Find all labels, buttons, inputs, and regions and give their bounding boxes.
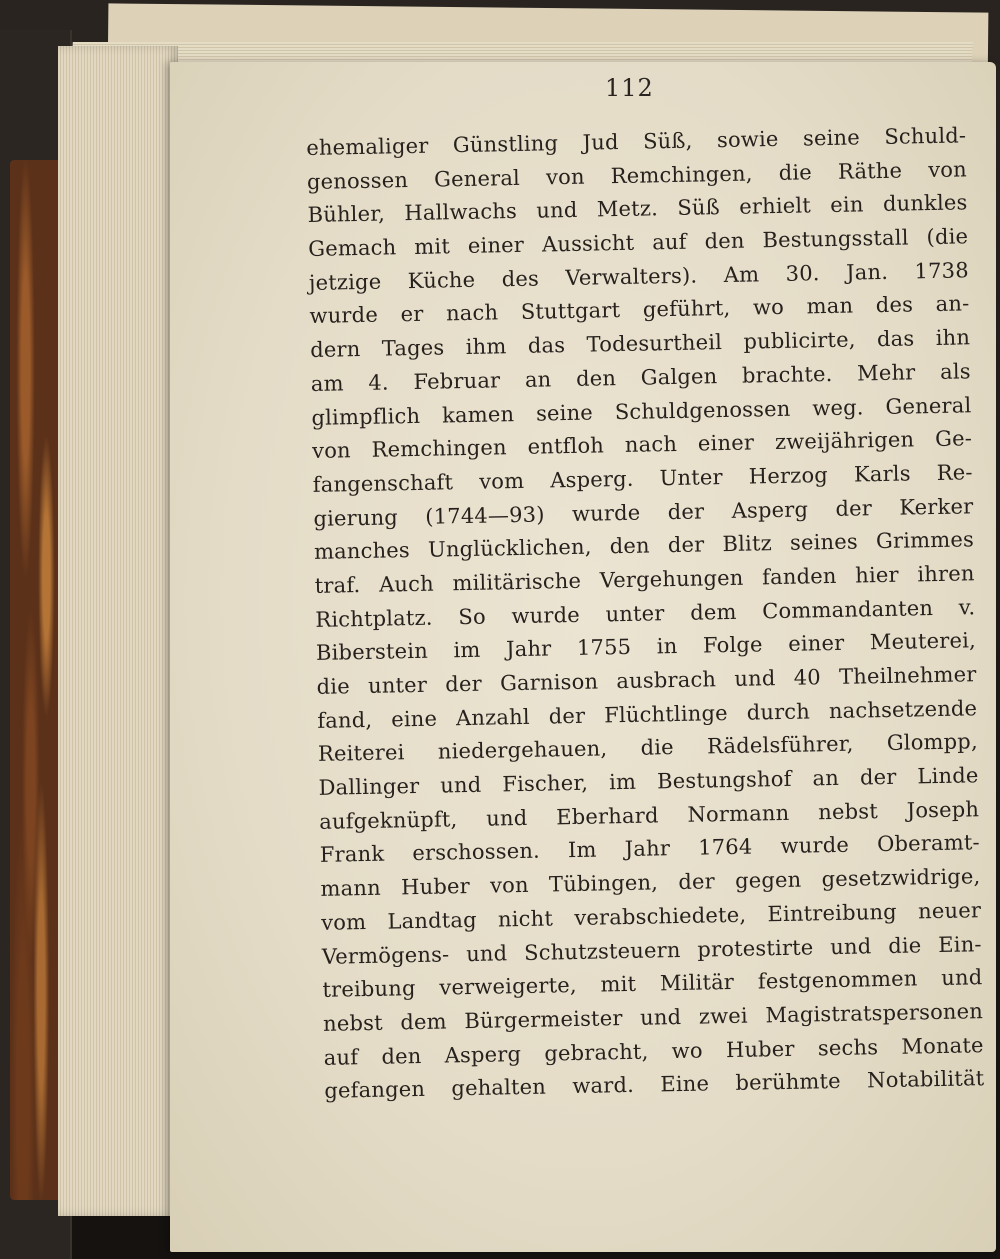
text-line: traf. Auch militärische Vergehungen fanden hier ihren xyxy=(314,561,975,598)
text-line: Dallinger und Fischer, im Bestungshof an der Linde xyxy=(318,763,979,800)
text-line: fand, eine Anzahl der Flüchtlinge durch nachsetzende xyxy=(317,695,978,733)
text-line: Reiterei niedergehauen, die Rädelsführer, Glompp, xyxy=(317,729,979,767)
text-line: Bühler, Hallwachs und Metz. Süß erhielt ein dunkles xyxy=(307,190,968,228)
text-line: fangenschaft vom Asperg. Unter Herzog Karls Re- xyxy=(312,460,973,497)
text-line: die unter der Garnison ausbrach und 40 Theilnehmer xyxy=(316,662,977,699)
text-line: gierung (1744—93) wurde der Asperg der Kerker xyxy=(313,493,974,531)
text-line: treibung verweigerte, mit Militär festgenommen und xyxy=(322,965,983,1003)
book-page xyxy=(170,62,996,1252)
text-line: von Remchingen entfloh nach einer zweijährigen Ge- xyxy=(311,426,973,464)
page-stack xyxy=(58,46,178,1216)
text-line: aufgeknüpft, und Eberhard Normann nebst Joseph xyxy=(319,796,980,834)
text-line: gefangen gehalten ward. Eine berühmte Notabilität xyxy=(324,1066,985,1104)
text-line: Vermögens- und Schutzsteuern protestirte und die Ein- xyxy=(321,931,982,969)
text-line: ehemaliger Günstling Jud Süß, sowie seine Schuld- xyxy=(306,123,967,160)
text-line: glimpflich kamen seine Schuldgenossen weg. General xyxy=(311,392,972,430)
text-line: jetzige Küche des Verwalters). Am 30. Jan. 1738 xyxy=(308,258,970,295)
text-line: Frank erschossen. Im Jahr 1764 wurde Oberamt- xyxy=(319,830,980,868)
text-line: nebst dem Bürgermeister und zwei Magistratspersonen xyxy=(322,999,984,1036)
text-line: Richtplatz. So wurde unter dem Commandanten v. xyxy=(315,594,976,632)
text-line: mann Huber von Tübingen, der gegen gesetzwidrige, xyxy=(320,864,981,901)
text-line: am 4. Februar an den Galgen brachte. Mehr als xyxy=(310,359,971,396)
text-line: Biberstein im Jahr 1755 in Folge einer Meuterei, xyxy=(315,628,977,666)
text-line: vom Landtag nicht verabschiedete, Eintreibung neuer xyxy=(320,897,982,935)
text-line: dern Tages ihm das Todesurtheil publicirte, das ihn xyxy=(309,325,971,363)
text-line: Gemach mit einer Aussicht auf den Bestungsstall (die xyxy=(308,224,969,262)
text-line: wurde er nach Stuttgart geführt, wo man des an- xyxy=(309,291,970,329)
text-line: genossen General von Remchingen, die Räthe von xyxy=(306,157,968,194)
marbled-cover xyxy=(10,160,62,1200)
page-number: 112 xyxy=(605,74,654,102)
text-line: auf den Asperg gebracht, wo Huber sechs Monate xyxy=(323,1032,984,1070)
body-text xyxy=(306,119,985,1108)
text-line: manches Unglücklichen, den der Blitz seines Grimmes xyxy=(313,527,975,565)
